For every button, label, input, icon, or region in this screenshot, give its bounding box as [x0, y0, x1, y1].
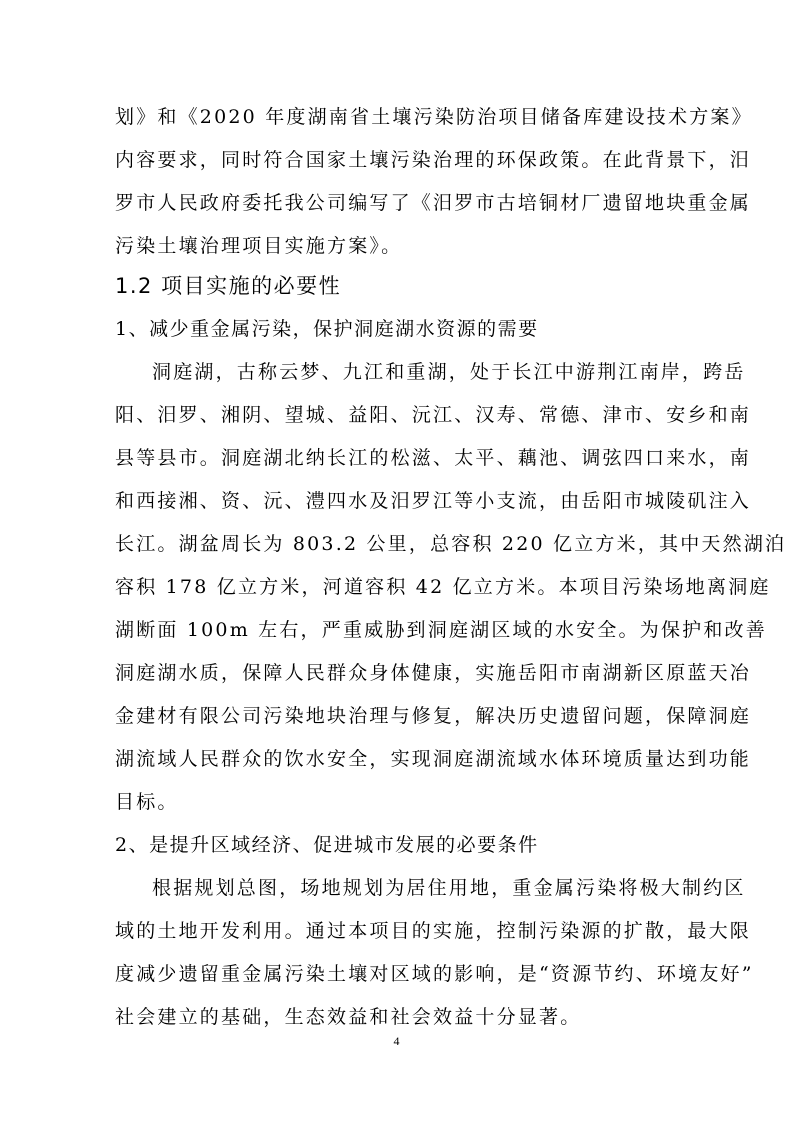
paragraph-line: 域的土地开发利用。通过本项目的实施，控制污染源的扩散，最大限	[115, 920, 752, 942]
page-number: 4	[393, 1034, 400, 1048]
paragraph-line: 洞庭湖，古称云梦、九江和重湖，处于长江中游荆江南岸，跨岳	[152, 361, 746, 383]
paragraph-line: 长江。湖盆周长为 803.2 公里，总容积 220 亿立方米，其中天然湖泊	[115, 533, 787, 555]
paragraph-line: 洞庭湖水质，保障人民群众身体健康，实施岳阳市南湖新区原蓝天冶	[115, 662, 752, 684]
paragraph-line: 湖断面 100m 左右，严重威胁到洞庭湖区域的水安全。为保护和改善	[115, 619, 767, 641]
paragraph-line: 内容要求，同时符合国家土壤污染治理的环保政策。在此背景下，汨	[115, 149, 752, 171]
paragraph-line: 阳、汨罗、湘阴、望城、益阳、沅江、汉寿、常德、津市、安乡和南	[115, 404, 752, 426]
paragraph-line: 县等县市。洞庭湖北纳长江的松滋、太平、藕池、调弦四口来水，南	[115, 447, 752, 469]
section-heading: 1.2 项目实施的必要性	[115, 274, 342, 298]
paragraph-line: 社会建立的基础，生态效益和社会效益十分显著。	[115, 1006, 582, 1028]
paragraph-line: 金建材有限公司污染地块治理与修复，解决历史遗留问题，保障洞庭	[115, 705, 752, 727]
paragraph-line: 罗市人民政府委托我公司编写了《汨罗市古培铜材厂遗留地块重金属	[115, 192, 752, 214]
paragraph-line: 污染土壤治理项目实施方案》。	[115, 235, 403, 257]
item-heading: 2、是提升区域经济、促进城市发展的必要条件	[115, 834, 539, 856]
paragraph-line: 度减少遗留重金属污染土壤对区域的影响，是“资源节约、环境友好”	[115, 963, 754, 985]
paragraph-line: 和西接湘、资、沅、澧四水及汨罗江等小支流，由岳阳市城陵矶注入	[115, 490, 752, 512]
paragraph-line: 划》和《2020 年度湖南省土壤污染防治项目储备库建设技术方案》	[115, 106, 753, 128]
paragraph-line: 湖流域人民群众的饮水安全，实现洞庭湖流域水体环境质量达到功能	[115, 748, 752, 770]
paragraph-line: 目标。	[115, 791, 179, 813]
paragraph-line: 根据规划总图，场地规划为居住用地，重金属污染将极大制约区	[152, 877, 746, 899]
item-heading: 1、减少重金属污染，保护洞庭湖水资源的需要	[115, 318, 539, 340]
paragraph-line: 容积 178 亿立方米，河道容积 42 亿立方米。本项目污染场地离洞庭	[115, 576, 771, 598]
